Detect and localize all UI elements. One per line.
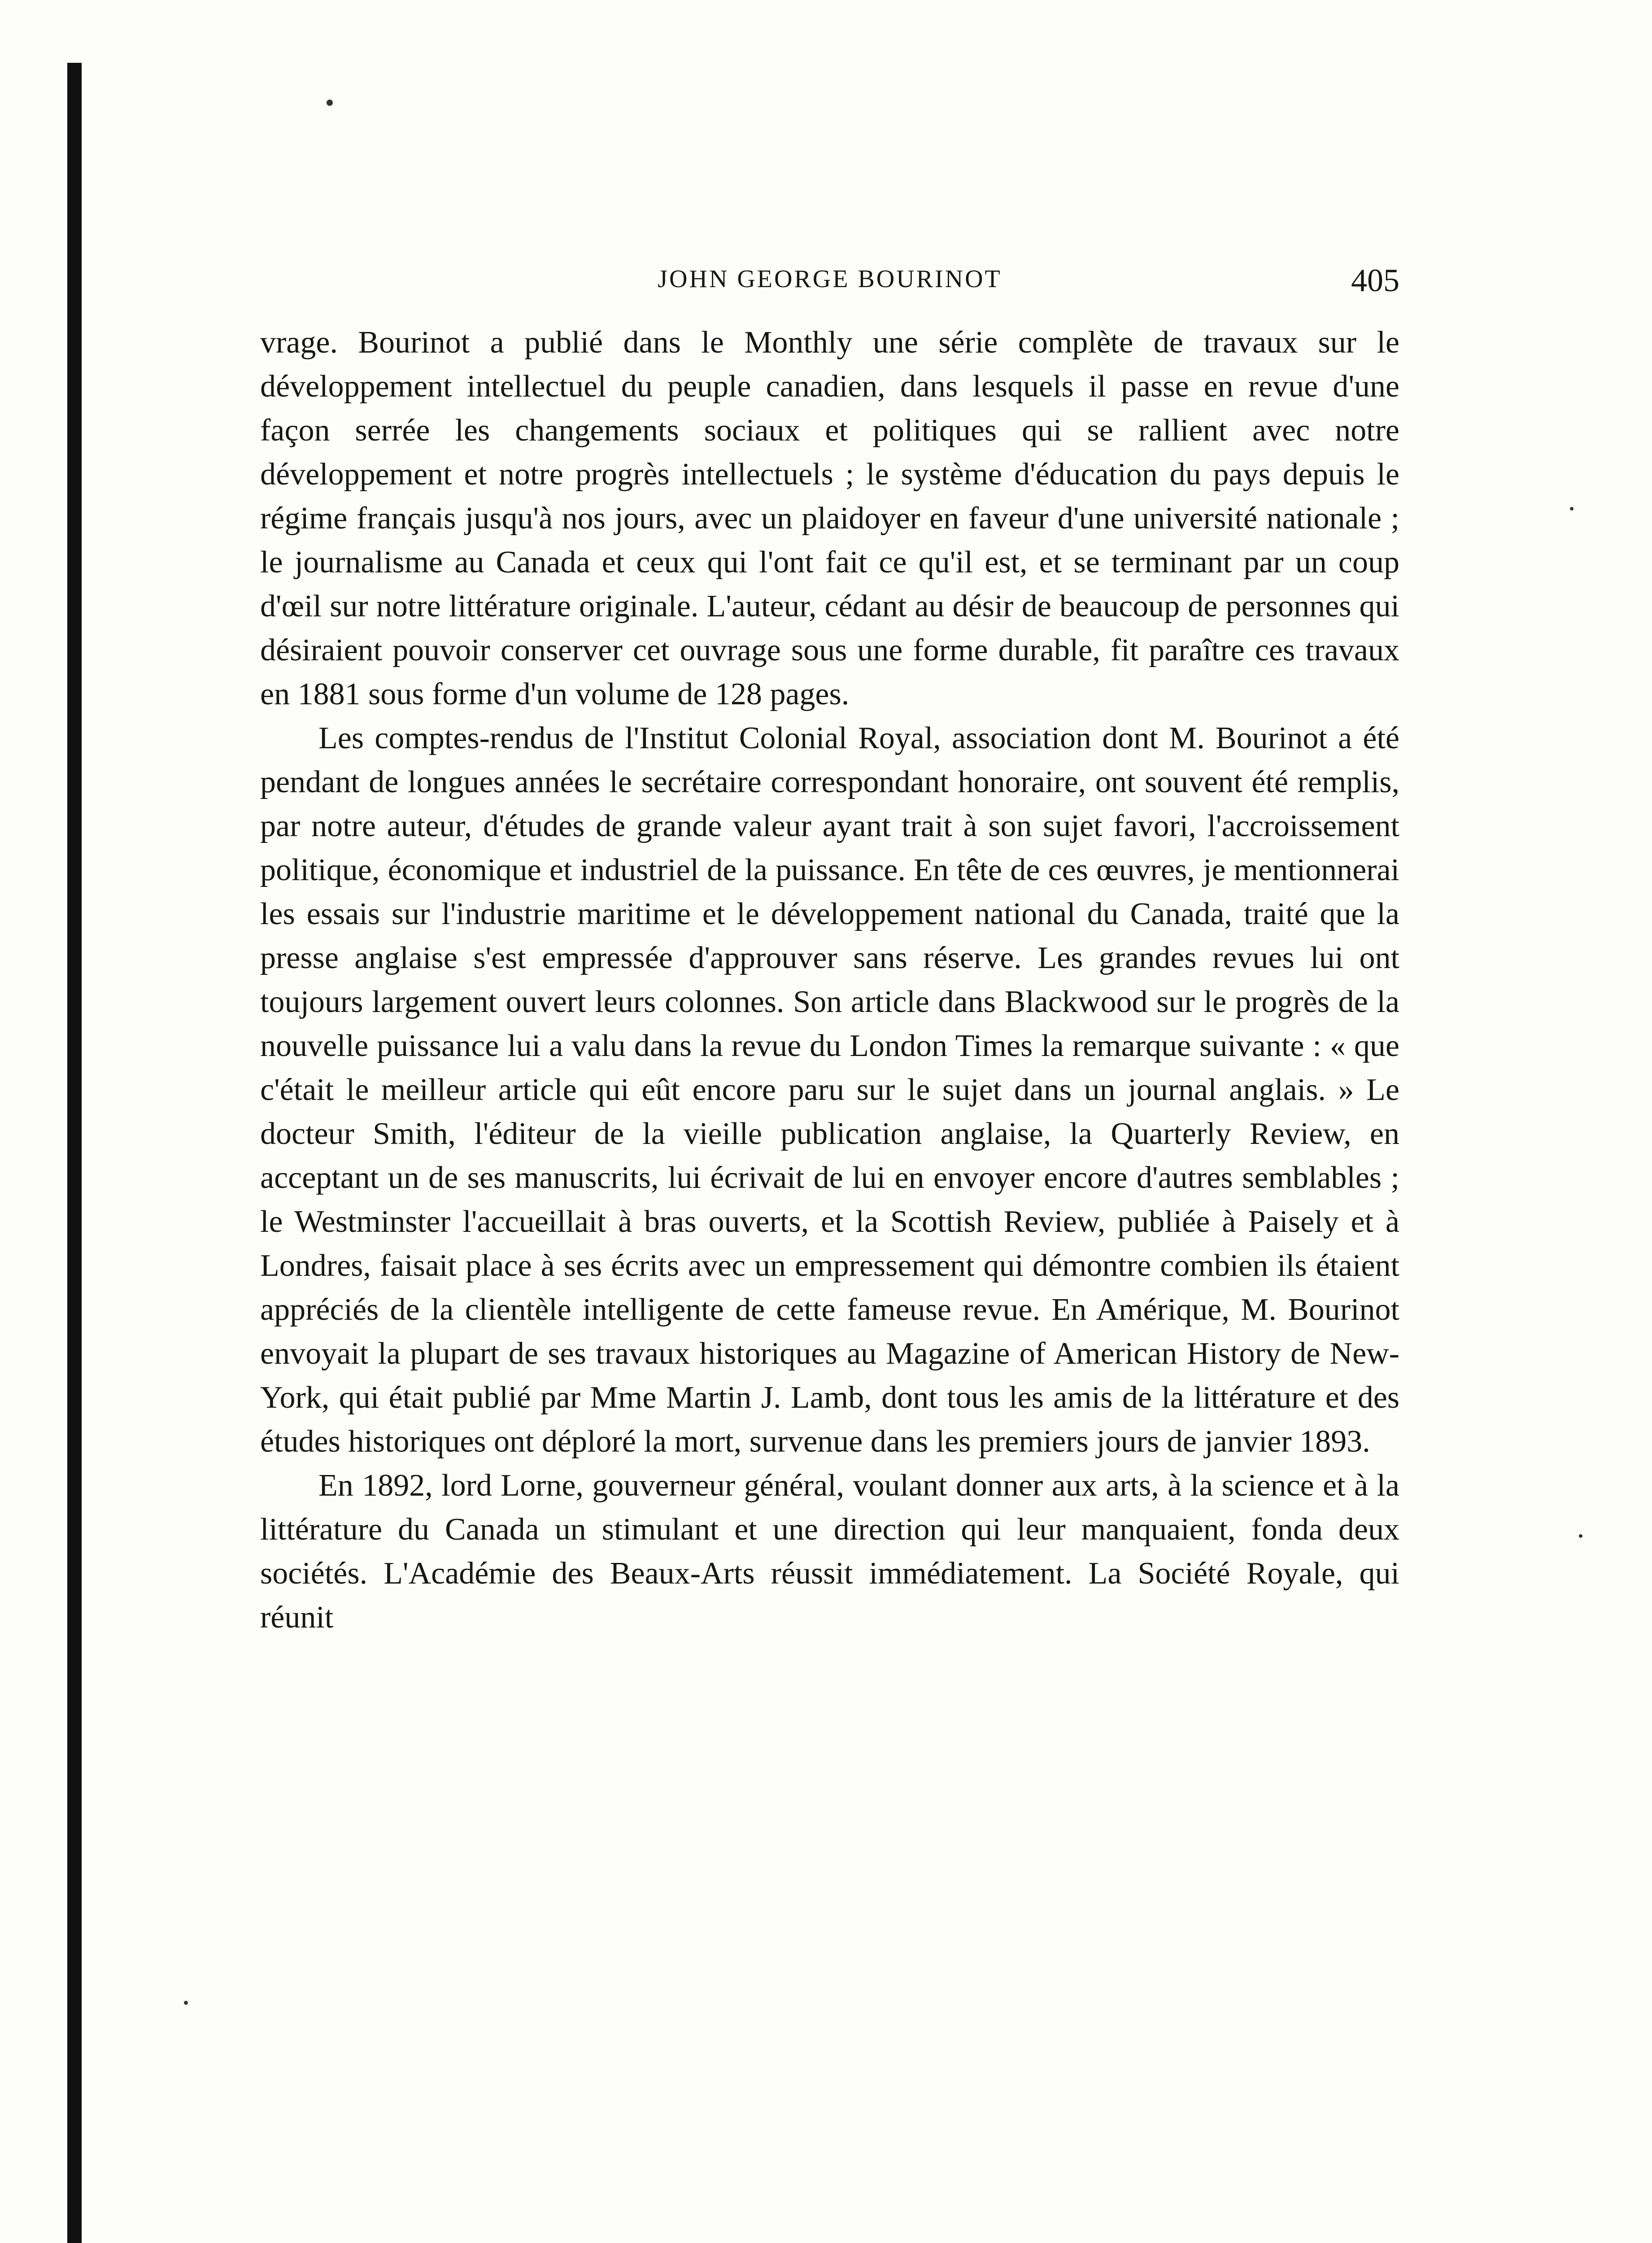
scan-speck	[1570, 507, 1574, 511]
scan-speck	[1579, 1534, 1582, 1538]
scan-speck	[184, 2001, 188, 2005]
scan-speck	[327, 100, 333, 106]
page-number: 405	[1351, 262, 1399, 298]
binding-edge	[67, 63, 82, 2243]
paragraph-continuation: vrage. Bourinot a publié dans le Monthly une série complète de travaux sur le développement intellectuel du peuple canadien, dans lesquels il passe en revue d'une façon serrée les changements sociaux et politiques qui se rallient avec notre développement et notre progrès intellectuels ; le système d'éducation du pays depuis le régime français jusqu'à nos jours, avec un plaidoyer en faveur d'une université nationale ; le journalisme au Canada et ceux qui l'ont fait ce qu'il est, et se terminant par un coup d'œil sur notre littérature originale. L'auteur, cédant au désir de beaucoup de personnes qui désiraient pouvoir conserver cet ouvrage sous une forme durable, fit paraître ces travaux en 1881 sous forme d'un volume de 128 pages.	[260, 325, 1399, 711]
paragraph: En 1892, lord Lorne, gouverneur général, voulant donner aux arts, à la science et à la littérature du Canada un stimulant et une direction qui leur manquaient, fonda deux sociétés. L'Académie des Beaux-Arts réussit immédiatement. La Société Royale, qui réunit	[260, 1468, 1399, 1635]
running-head: JOHN GEORGE BOURINOT	[658, 265, 1002, 293]
body-text	[260, 321, 1399, 1640]
paragraph: Les comptes-rendus de l'Institut Colonial Royal, association dont M. Bourinot a été pendant de longues années le secrétaire correspondant honoraire, ont souvent été remplis, par notre auteur, d'études de grande valeur ayant trait à son sujet favori, l'accroissement politique, économique et industriel de la puissance. En tête de ces œuvres, je mentionnerai les essais sur l'industrie maritime et le développement national du Canada, traité que la presse anglaise s'est empressée d'approuver sans réserve. Les grandes revues lui ont toujours largement ouvert leurs colonnes. Son article dans Blackwood sur le progrès de la nouvelle puissance lui a valu dans la revue du London Times la remarque suivante : « que c'était le meilleur article qui eût encore paru sur le sujet dans un journal anglais. » Le docteur Smith, l'éditeur de la vieille publication anglaise, la Quarterly Review, en acceptant un de ses manuscrits, lui écrivait de lui en envoyer encore d'autres semblables ; le Westminster l'accueillait à bras ouverts, et la Scottish Review, publiée à Paisely et à Londres, faisait place à ses écrits avec un empressement qui démontre combien ils étaient appréciés de la clientèle intelligente de cette fameuse revue. En Amérique, M. Bourinot envoyait la plupart de ses travaux historiques au Magazine of American History de New-York, qui était publié par Mme Martin J. Lamb, dont tous les amis de la littérature et des études historiques ont déploré la mort, survenue dans les premiers jours de janvier 1893.	[260, 721, 1399, 1459]
page-header	[260, 262, 1399, 305]
